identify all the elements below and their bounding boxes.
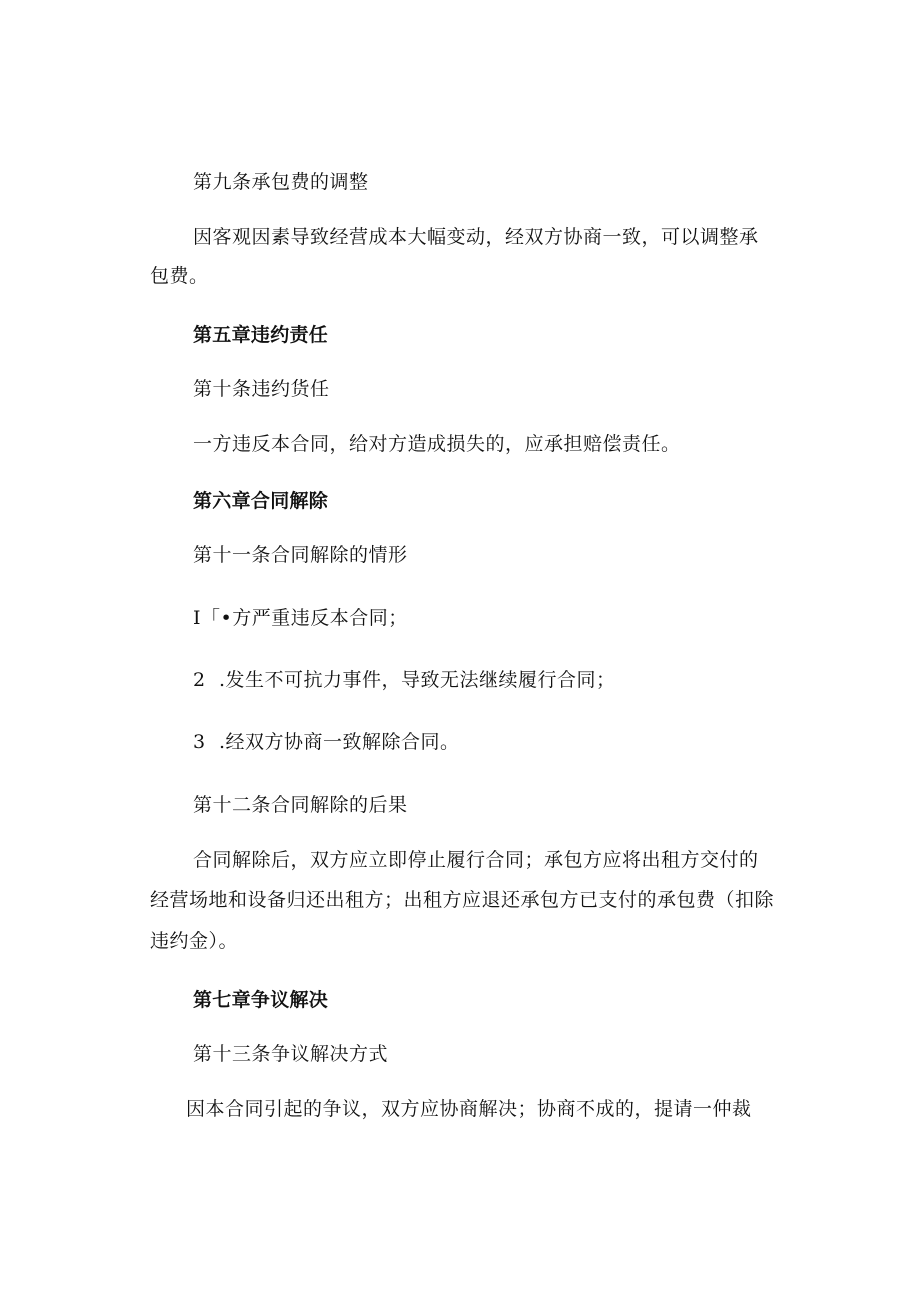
article-9-body-line-2: 包费。: [150, 265, 209, 287]
article-12-body-line-1: 合同解除后，双方应立即停止履行合同；承包方应将出租方交付的: [193, 849, 759, 871]
article-10-body: 一方违反本合同，给对方造成损失的，应承担赔偿责任。: [193, 433, 681, 455]
chapter-6-heading: 第六章合同解除: [193, 490, 329, 512]
article-12-body-line-3: 违约金）。: [150, 930, 239, 952]
list-item-2-number: 2: [193, 669, 206, 691]
article-9-body-line-1: 因客观因素导致经营成本大幅变动，经双方协商一致，可以调整承: [193, 226, 759, 248]
article-9-title: 第九条承包费的调整: [193, 171, 369, 193]
article-10-title: 第十条违约货任: [193, 378, 330, 400]
article-12-title: 第十二条合同解除的后果: [193, 794, 408, 816]
article-11-title: 第十一条合同解除的情形: [193, 544, 408, 566]
article-13-body-line-1: 因本合同引起的争议，双方应协商解决；协商不成的，提请一仲裁: [186, 1098, 752, 1120]
list-item-3-number: 3: [193, 731, 206, 753]
chapter-5-heading: 第五章违约责任: [193, 324, 329, 346]
list-item-2: [193, 671, 616, 690]
list-item-3-text: .经双方协商一致解除合同。: [219, 731, 460, 753]
list-item-2-text: .发生不可抗力事件，导致无法继续履行合同；: [219, 669, 616, 691]
list-item-1: I「•方严重违反本合同；: [193, 607, 408, 629]
list-item-3: [193, 733, 460, 752]
chapter-7-heading: 第七章争议解决: [193, 989, 329, 1011]
article-13-title: 第十三条争议解决方式: [193, 1043, 389, 1065]
article-12-body-line-2: 经营场地和设备归还出租方；出租方应退还承包方已支付的承包费（扣除: [150, 889, 775, 911]
